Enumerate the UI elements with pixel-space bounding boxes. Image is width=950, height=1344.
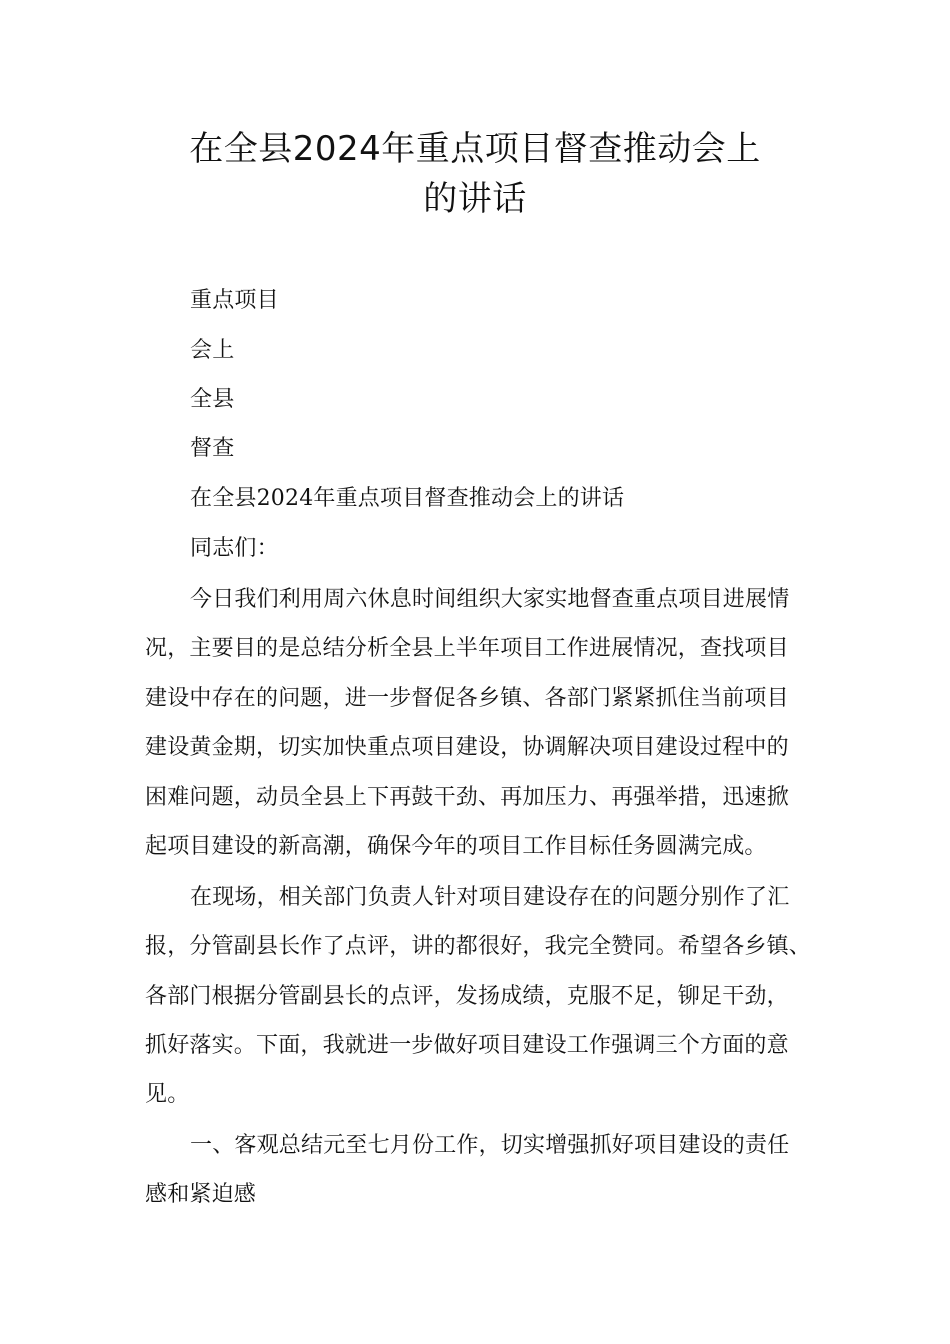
paragraph-1-line-1: 今日我们利用周六休息时间组织大家实地督查重点项目进展情 [190, 587, 790, 612]
document-title [110, 124, 840, 224]
keyword-3: 全县 [190, 387, 235, 412]
paragraph-2-line-2: 报，分管副县长作了点评，讲的都很好，我完全赞同。希望各乡镇、 [145, 934, 812, 959]
paragraph-2-line-5: 见。 [145, 1082, 190, 1107]
paragraph-1-line-2: 况，主要目的是总结分析全县上半年项目工作进展情况，查找项目 [145, 636, 789, 661]
paragraph-1-line-4: 建设黄金期，切实加快重点项目建设，协调解决项目建设过程中的 [145, 735, 789, 760]
paragraph-2-line-4: 抓好落实。下面，我就进一步做好项目建设工作强调三个方面的意 [145, 1033, 789, 1058]
keyword-2: 会上 [190, 338, 235, 363]
paragraph-1-line-5: 困难问题，动员全县上下再鼓干劲、再加压力、再强举措，迅速掀 [145, 785, 789, 810]
document-subtitle: 在全县2024年重点项目督查推动会上的讲话 [190, 486, 625, 511]
title-line-1: 在全县2024年重点项目督查推动会上 [189, 129, 761, 169]
salutation: 同志们： [190, 536, 279, 561]
paragraph-2-line-1: 在现场，相关部门负责人针对项目建设存在的问题分别作了汇 [190, 885, 790, 910]
keyword-1: 重点项目 [190, 288, 279, 313]
paragraph-1-line-3: 建设中存在的问题，进一步督促各乡镇、各部门紧紧抓住当前项目 [145, 686, 789, 711]
heading-1-line-1: 一、客观总结元至七月份工作，切实增强抓好项目建设的责任 [190, 1133, 790, 1158]
paragraph-1-line-6: 起项目建设的新高潮，确保今年的项目工作目标任务圆满完成。 [145, 834, 767, 859]
heading-1-line-2: 感和紧迫感 [145, 1182, 257, 1207]
keyword-4: 督查 [190, 436, 235, 461]
paragraph-2-line-3: 各部门根据分管副县长的点评，发扬成绩，克服不足，铆足干劲， [145, 984, 789, 1009]
title-line-2: 的讲话 [423, 179, 527, 219]
